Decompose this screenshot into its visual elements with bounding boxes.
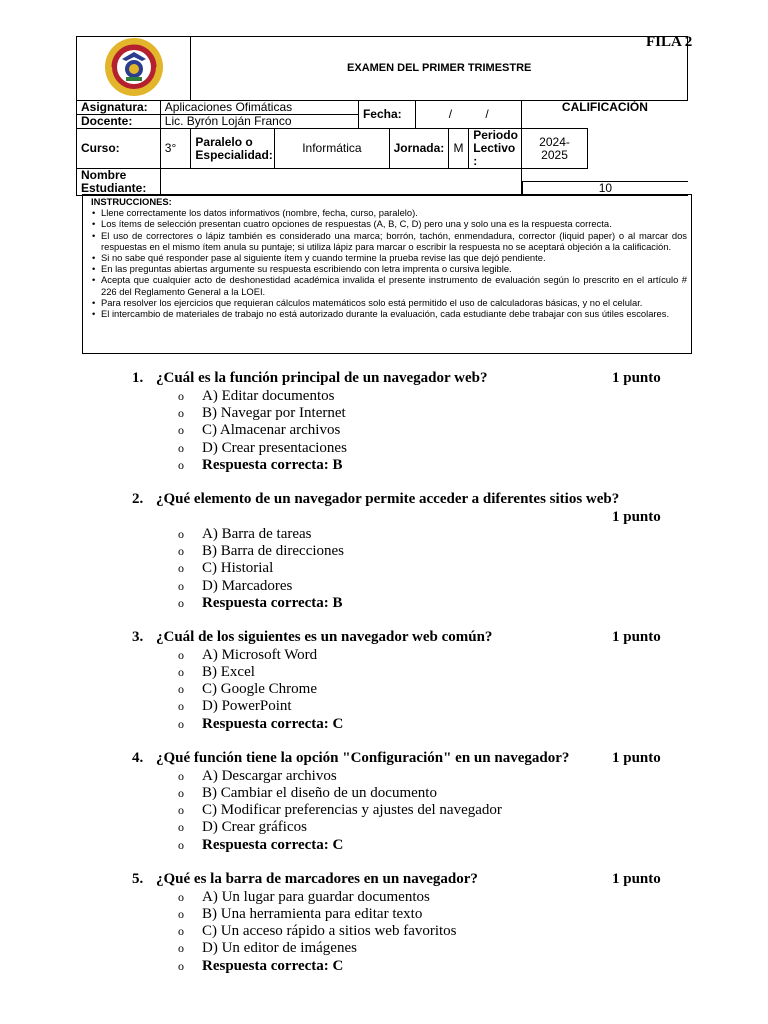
subject-label: Asignatura: [77, 101, 161, 115]
option-bullet-icon: o [178, 647, 184, 662]
answer-option[interactable] [0, 785, 768, 802]
question-item [0, 628, 768, 733]
date-field[interactable]: / / [416, 101, 522, 129]
option-bullet-icon: o [178, 389, 184, 403]
option-text: C) Historial [202, 560, 274, 577]
grade-label: CALIFICACIÓN [561, 100, 648, 114]
answer-option[interactable] [0, 923, 768, 940]
answer-option[interactable] [0, 578, 768, 595]
questions-section [0, 369, 768, 991]
option-text: B) Barra de direcciones [202, 543, 345, 560]
option-bullet-icon: o [178, 423, 184, 438]
answer-option[interactable] [0, 560, 768, 577]
option-text: B) Excel [202, 664, 255, 681]
correct-answer [0, 595, 768, 612]
grade-value: 10 [522, 181, 687, 196]
option-bullet-icon: o [178, 578, 184, 593]
answer-option[interactable] [0, 664, 768, 681]
question-item [0, 490, 768, 612]
question-number: 1. [132, 370, 144, 386]
correct-answer [0, 837, 768, 854]
option-text: D) Marcadores [202, 577, 293, 594]
logo-cell [77, 37, 191, 101]
option-text: C) Google Chrome [202, 681, 317, 698]
question-text: ¿Qué función tiene la opción "Configuración" en un navegador? [156, 749, 570, 766]
option-bullet-icon: o [178, 924, 184, 939]
instruction-item: • Acepta que cualquier acto de deshonestidad académica invalida el presente instrumento de evaluación según lo prescrito en el artículo # 226 del Reglamento General a la LOEI. [101, 274, 687, 296]
question-number: 5. [132, 870, 144, 887]
parallel-value: Informática [275, 129, 389, 169]
option-bullet-icon: o [178, 440, 184, 455]
option-bullet-icon: o [178, 665, 184, 680]
instruction-item: • Llene correctamente los datos informativos (nombre, fecha, curso, paralelo). [101, 207, 687, 218]
option-text: D) Un editor de imágenes [202, 940, 357, 957]
option-text: A) Microsoft Word [202, 646, 318, 663]
instruction-item: • Para resolver los ejercicios que requieran cálculos matemáticos solo está permitido el uso de calculadoras básicas, y no el celular. [101, 297, 687, 308]
instructions-list [91, 207, 687, 319]
option-bullet-icon: o [178, 941, 184, 956]
option-bullet-icon: o [178, 768, 184, 783]
question-points: 1 punto [612, 749, 661, 766]
instructions-box [82, 194, 692, 354]
option-bullet-icon: o [178, 682, 184, 697]
question-item [0, 369, 768, 474]
question-text: ¿Qué es la barra de marcadores en un navegador? [156, 870, 478, 887]
question-points: 1 punto [612, 370, 661, 386]
option-bullet-icon: o [178, 699, 184, 714]
option-text: B) Una herramienta para editar texto [202, 905, 423, 922]
option-text: C) Almacenar archivos [202, 422, 341, 439]
option-bullet-icon: o [178, 561, 184, 576]
question-number: 2. [132, 490, 144, 507]
question-points: 1 punto [612, 870, 661, 887]
answer-option[interactable] [0, 388, 768, 405]
option-text: C) Un acceso rápido a sitios web favoritos [202, 923, 457, 940]
option-text: D) PowerPoint [202, 698, 292, 715]
answer-option[interactable] [0, 819, 768, 836]
date-label: Fecha: [358, 101, 415, 129]
option-text: B) Navegar por Internet [202, 405, 346, 422]
option-text: D) Crear gráficos [202, 819, 307, 836]
correct-answer [0, 457, 768, 474]
correct-answer-text: Respuesta correcta: C [202, 836, 344, 853]
option-text: A) Editar documentos [202, 388, 335, 404]
option-bullet-icon: o [178, 820, 184, 835]
teacher-value: Lic. Byrón Loján Franco [160, 115, 358, 129]
option-bullet-icon: o [178, 889, 184, 904]
row-label: FILA 2 [646, 34, 693, 50]
question-number: 4. [132, 749, 144, 766]
parallel-label: Paralelo o Especialidad: [191, 129, 275, 169]
grade-area [587, 129, 687, 169]
answer-option[interactable] [0, 526, 768, 543]
answer-option[interactable] [0, 647, 768, 664]
instruction-item: • Si no sabe qué responder pase al siguiente ítem y cuando termine la prueba revise las que dejó pendiente. [101, 252, 687, 263]
question-points: 1 punto [612, 628, 661, 645]
answer-option[interactable] [0, 698, 768, 715]
instructions-title: INSTRUCCIONES: [91, 196, 172, 207]
option-bullet-icon: o [178, 837, 184, 852]
student-name-label: Nombre Estudiante: [77, 169, 161, 196]
correct-answer [0, 716, 768, 733]
course-value: 3° [160, 129, 191, 169]
option-bullet-icon: o [178, 786, 184, 800]
answer-option[interactable] [0, 940, 768, 957]
question-number: 3. [132, 628, 144, 645]
answer-option[interactable] [0, 889, 768, 906]
answer-option[interactable] [0, 422, 768, 439]
question-points: 1 punto [612, 508, 661, 525]
answer-option[interactable] [0, 906, 768, 923]
subject-value: Aplicaciones Ofimáticas [160, 101, 358, 115]
correct-answer [0, 958, 768, 975]
option-text: A) Barra de tareas [202, 525, 312, 542]
correct-answer-text: Respuesta correcta: C [202, 957, 344, 974]
teacher-label: Docente: [77, 115, 161, 129]
question-item [0, 749, 768, 854]
shift-value: M [448, 129, 468, 169]
option-bullet-icon: o [178, 906, 184, 921]
option-bullet-icon: o [178, 406, 184, 421]
answer-option[interactable] [0, 768, 768, 785]
question-text: ¿Qué elemento de un navegador permite acceder a diferentes sitios web? [156, 490, 620, 507]
instruction-item: • El uso de correctores o lápiz también es considerado una marca; borrón, tachón, enmendadura, corrector (liquid paper) o al marcar dos respuestas en el mismo ítem anula su puntaje; si utiliza lápiz para marcar o escribir la respuesta no se aceptará objeción a la calificación. [101, 230, 687, 252]
question-text: ¿Cuál de los siguientes es un navegador web común? [156, 628, 493, 645]
option-text: C) Modificar preferencias y ajustes del navegador [202, 802, 502, 819]
option-bullet-icon: o [178, 803, 184, 818]
option-text: B) Cambiar el diseño de un documento [202, 785, 437, 801]
school-seal-icon [98, 37, 170, 97]
correct-answer-text: Respuesta correcta: B [202, 594, 343, 611]
option-bullet-icon: o [178, 457, 184, 472]
shift-label: Jornada: [389, 129, 448, 169]
option-bullet-icon: o [178, 544, 184, 559]
option-bullet-icon: o [178, 595, 184, 610]
option-text: A) Un lugar para guardar documentos [202, 888, 430, 905]
option-text: D) Crear presentaciones [202, 439, 347, 456]
course-label: Curso: [77, 129, 161, 169]
instruction-item: • En las preguntas abiertas argumente su respuesta escribiendo con letra imprenta o cursiva legible. [101, 263, 687, 274]
answer-option[interactable] [0, 543, 768, 560]
option-text: A) Descargar archivos [202, 767, 337, 784]
answer-option[interactable] [0, 802, 768, 819]
answer-option[interactable] [0, 440, 768, 457]
answer-option[interactable] [0, 405, 768, 422]
exam-header-table [76, 36, 688, 196]
period-value: 2024-2025 [522, 129, 587, 169]
answer-option[interactable] [0, 681, 768, 698]
student-name-field[interactable] [160, 169, 522, 196]
instruction-item: • Los ítems de selección presentan cuatro opciones de respuestas (A, B, C, D) pero una y solo una es la respuesta correcta. [101, 218, 687, 229]
instruction-item: • El intercambio de materiales de trabajo no está autorizado durante la evaluación, cada estudiante debe trabajar con sus útiles escolares. [101, 308, 687, 319]
option-bullet-icon: o [178, 958, 184, 973]
correct-answer-text: Respuesta correcta: C [202, 715, 344, 732]
option-bullet-icon: o [178, 526, 184, 541]
option-bullet-icon: o [178, 716, 184, 731]
period-label: Periodo Lectivo : [469, 129, 522, 169]
question-text: ¿Cuál es la función principal de un navegador web? [156, 370, 488, 386]
question-item [0, 870, 768, 975]
exam-title: EXAMEN DEL PRIMER TRIMESTRE [191, 37, 688, 101]
correct-answer-text: Respuesta correcta: B [202, 456, 343, 473]
